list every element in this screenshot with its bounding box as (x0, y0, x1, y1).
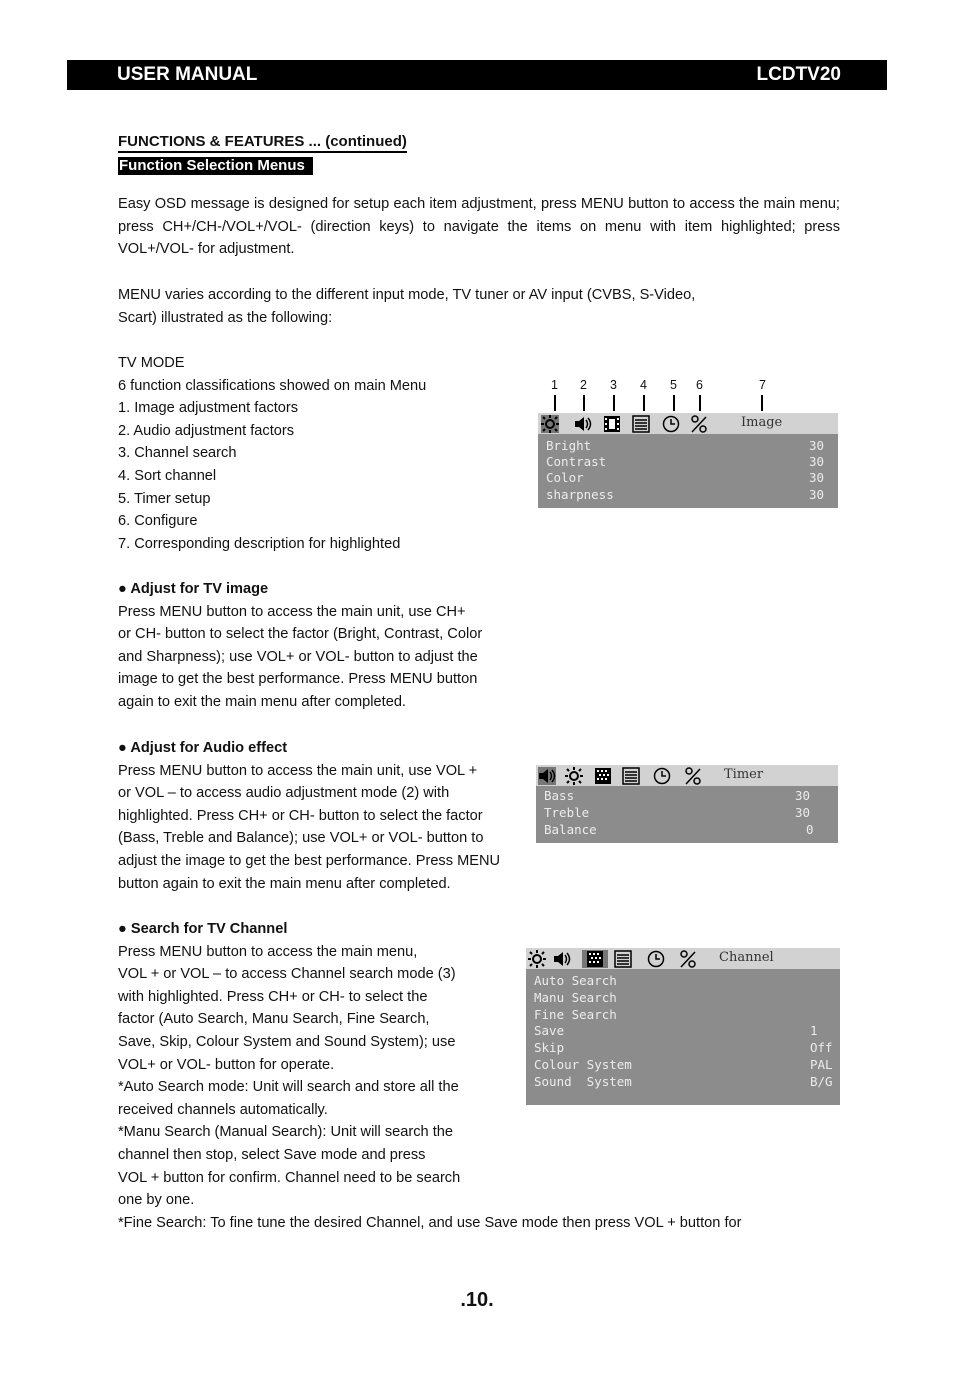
text-line: channel then stop, select Save mode and press (118, 1146, 426, 1163)
osd-image-menu (538, 413, 838, 508)
osd-row-value: 30 (794, 788, 810, 803)
osd-row-value: 30 (808, 487, 824, 502)
page-number: .10. (460, 1289, 494, 1311)
subsection-title: Function Selection Menus (118, 157, 313, 175)
callout-line (673, 395, 675, 411)
callout-number: 1 (551, 378, 558, 392)
osd-row-label: Skip (534, 1040, 565, 1055)
list-item: 1. Image adjustment factors (118, 400, 299, 417)
osd-row-label: Treble (544, 805, 590, 820)
callout-line (613, 395, 615, 411)
callout-line (554, 395, 556, 411)
channel-search-icon (594, 767, 612, 785)
osd-title: Timer (724, 767, 764, 782)
list-icon (622, 767, 640, 785)
list-item: 7. Corresponding description for highlighted (118, 535, 401, 552)
osd-row-value: B/G (810, 1074, 833, 1089)
speaker-icon (538, 767, 556, 785)
callout-number: 7 (759, 378, 766, 392)
text-line: MENU varies according to the different input mode, TV tuner or AV input (CVBS, S-Video, (118, 287, 696, 303)
list-item: 6. Configure (118, 513, 198, 530)
osd-row-value: 30 (808, 470, 824, 485)
text-line: adjust the image to get the best performance. Press MENU (118, 852, 501, 869)
adjust-audio-section (118, 737, 500, 895)
text-line: factor (Auto Search, Manu Search, Fine Search, (118, 1011, 430, 1028)
text-line: and Sharpness); use VOL+ or VOL- button to adjust the (118, 648, 478, 665)
text-line: Press MENU button to access the main menu, (118, 943, 418, 960)
text-line: with highlighted. Press CH+ or CH- to select the (118, 988, 428, 1005)
text-line: Save, Skip, Colour System and Sound System); use (118, 1033, 456, 1050)
clock-icon (653, 767, 671, 785)
osd-row-label: Color (546, 470, 584, 485)
osd-row (546, 454, 824, 471)
osd-row-value: 30 (808, 454, 824, 469)
list-item: 5. Timer setup (118, 490, 211, 507)
tv-mode-lead: 6 function classifications showed on main Menu (118, 377, 427, 394)
callout-line (699, 395, 701, 411)
callout-number: 6 (696, 378, 703, 392)
osd-row (544, 822, 812, 839)
callout-line (583, 395, 585, 411)
list-item: 3. Channel search (118, 445, 237, 462)
header-model: LCDTV20 (756, 64, 841, 85)
osd-row-label: Fine Search (534, 1007, 617, 1022)
brightness-icon (565, 767, 583, 785)
menu-varies-paragraph (118, 284, 695, 329)
text-line: (Bass, Treble and Balance); use VOL+ or VOL- button to (118, 830, 484, 847)
section-heading: ● Search for TV Channel (118, 921, 288, 937)
text-line: received channels automatically. (118, 1101, 328, 1118)
osd-audio-menu (536, 765, 838, 843)
section-title: FUNCTIONS & FEATURES ... (continued) (118, 133, 407, 153)
text-line: or VOL – to access audio adjustment mode (2) with (118, 785, 450, 802)
callout-line (643, 395, 645, 411)
osd-title: Image (741, 415, 783, 430)
osd-row-label: sharpness (546, 487, 614, 502)
header-bar (67, 60, 887, 90)
osd-row-value: 30 (794, 805, 810, 820)
text-line: VOL + or VOL – to access Channel search mode (3) (118, 966, 456, 983)
osd-row-label: Bass (544, 788, 575, 803)
search-channel-section (118, 918, 741, 1234)
text-line: VOL + button for confirm. Channel need to be search (118, 1169, 461, 1186)
osd-row-label: Auto Search (534, 973, 617, 988)
section-heading: ● Adjust for Audio effect (118, 740, 288, 756)
text-line: button again to exit the main menu after completed. (118, 875, 451, 892)
osd-row (546, 487, 824, 504)
list-item: 4. Sort channel (118, 467, 217, 484)
tv-mode-title: TV MODE (118, 355, 185, 371)
brightness-icon (541, 415, 559, 433)
callout-line (761, 395, 763, 411)
text-line: *Fine Search: To fine tune the desired Channel, and use Save mode then press VOL + button for (118, 1214, 742, 1231)
speaker-icon (574, 415, 592, 433)
list-icon (632, 415, 650, 433)
osd-row (546, 470, 824, 487)
text-line: image to get the best performance. Press MENU button (118, 671, 478, 688)
osd-row-label: Manu Search (534, 990, 617, 1005)
osd-title: Channel (719, 950, 774, 965)
osd-row-label: Sound System (534, 1074, 632, 1089)
callout-number: 5 (670, 378, 677, 392)
film-icon (603, 415, 621, 433)
callout-number: 4 (640, 378, 647, 392)
callout-number: 3 (610, 378, 617, 392)
osd-row-value: Off (810, 1040, 833, 1055)
osd-row-label: Colour System (534, 1057, 632, 1072)
osd-icon-bar (536, 765, 838, 786)
tv-mode-list (118, 352, 426, 555)
text-line: Press MENU button to access the main unit, use VOL + (118, 762, 478, 779)
text-line: *Auto Search mode: Unit will search and store all the (118, 1079, 459, 1096)
text-line: one by one. (118, 1192, 195, 1209)
osd-row-value: PAL (810, 1057, 833, 1072)
callout-number: 2 (580, 378, 587, 392)
osd-row-value: 1 (810, 1023, 818, 1038)
adjust-image-section (118, 578, 482, 714)
header-title: USER MANUAL (117, 64, 258, 85)
config-icon (690, 415, 708, 433)
list-item: 2. Audio adjustment factors (118, 422, 295, 439)
osd-row (544, 805, 810, 822)
osd-row-value: 30 (808, 438, 824, 453)
intro-paragraph: Easy OSD message is designed for setup each item adjustment, press MENU button to access the main menu; press CH+/CH-/VOL+/VOL- (direction keys) to navigate the items on menu with item highlighted; press VOL+/VOL- for adjustment. (118, 196, 840, 258)
osd-row (546, 438, 824, 455)
osd-row (544, 788, 810, 805)
clock-icon (662, 415, 680, 433)
text-line: VOL+ or VOL- button for operate. (118, 1056, 335, 1073)
osd-row-label: Balance (544, 822, 597, 837)
text-line: Press MENU button to access the main unit, use CH+ (118, 603, 466, 620)
text-line: or CH- button to select the factor (Bright, Contrast, Color (118, 626, 483, 643)
osd-row-label: Bright (546, 438, 592, 453)
osd-row-value: 0 (806, 822, 814, 837)
osd-row-label: Contrast (546, 454, 607, 469)
text-line: *Manu Search (Manual Search): Unit will search the (118, 1124, 453, 1141)
text-line: again to exit the main menu after completed. (118, 693, 406, 710)
section-heading: ● Adjust for TV image (118, 581, 269, 597)
osd-row-label: Save (534, 1023, 565, 1038)
text-line: highlighted. Press CH+ or CH- button to select the factor (118, 807, 483, 824)
config-icon (684, 767, 702, 785)
osd-icon-bar (538, 413, 838, 434)
text-line: Scart) illustrated as the following: (118, 309, 333, 326)
